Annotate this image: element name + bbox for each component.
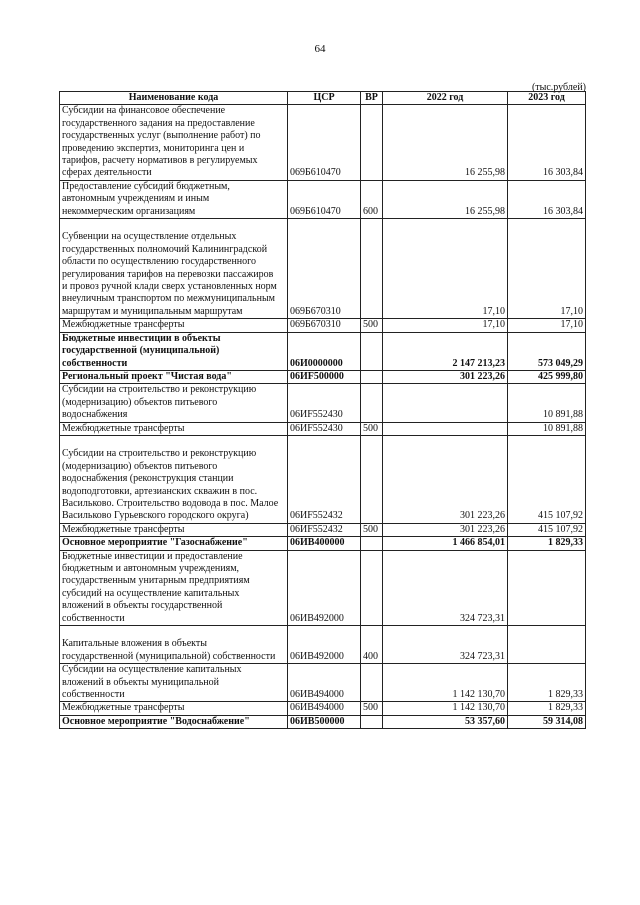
- table-row: [60, 105, 586, 180]
- row-name-cell: [60, 370, 288, 383]
- row-vr-cell: [361, 219, 383, 319]
- row-2022-cell: 16 255,98: [383, 105, 508, 180]
- row-vr-cell: [361, 370, 383, 383]
- row-csr-cell: 069Б610470: [288, 180, 361, 218]
- row-name-line: Васильково Гурьевского городского округа): [62, 510, 249, 522]
- row-name-cell: [60, 319, 288, 332]
- row-name-line: регулирования тарифов на перевозки пассажиров: [62, 268, 274, 280]
- row-name-line: Межбюджетные трансферты: [62, 422, 185, 434]
- row-name-line: [62, 626, 285, 638]
- row-csr-cell: 06ИВ492000: [288, 550, 361, 625]
- row-2023-cell: 1 829,33: [508, 537, 586, 550]
- table-row: [60, 550, 586, 625]
- row-name-cell: [60, 435, 288, 523]
- row-name-line: государственной (муниципальной): [62, 345, 220, 357]
- row-2023-cell: 1 829,33: [508, 702, 586, 715]
- row-name-cell: [60, 715, 288, 728]
- table-row: [60, 435, 586, 523]
- row-name-line: (модернизацию) объектов питьевого: [62, 396, 218, 408]
- row-2022-cell: 17,10: [383, 319, 508, 332]
- table-row: [60, 332, 586, 370]
- row-name-line: автономным учреждениям и иным: [62, 193, 210, 205]
- row-csr-cell: 06И0000000: [288, 332, 361, 370]
- row-name-cell: [60, 626, 288, 664]
- row-csr-cell: 06ИВ492000: [288, 626, 361, 664]
- row-name-line: внеуличным транспортом по межмуниципальным: [62, 293, 275, 305]
- row-name-line: [62, 436, 285, 448]
- row-name-line: собственности: [62, 357, 128, 369]
- row-2023-cell: 16 303,84: [508, 180, 586, 218]
- row-vr-cell: [361, 550, 383, 625]
- row-2022-cell: [383, 384, 508, 422]
- row-name-line: собственности: [62, 689, 125, 701]
- column-header-name: Наименование кода: [60, 92, 288, 105]
- row-2023-cell: [508, 626, 586, 664]
- row-vr-cell: 400: [361, 626, 383, 664]
- row-csr-cell: 069Б610470: [288, 105, 361, 180]
- row-2023-cell: 415 107,92: [508, 523, 586, 536]
- row-2022-cell: 1 142 130,70: [383, 664, 508, 702]
- row-name-line: области по осуществлению государственного: [62, 256, 256, 268]
- row-2022-cell: [383, 422, 508, 435]
- row-2022-cell: 1 142 130,70: [383, 702, 508, 715]
- row-name-cell: [60, 219, 288, 319]
- row-name-line: водоподготовки, артезианских скважин в пос.: [62, 485, 258, 497]
- row-vr-cell: [361, 537, 383, 550]
- row-2022-cell: 324 723,31: [383, 550, 508, 625]
- row-name-cell: [60, 550, 288, 625]
- row-csr-cell: 069Б670310: [288, 219, 361, 319]
- table-row: [60, 370, 586, 383]
- row-2022-cell: 301 223,26: [383, 523, 508, 536]
- row-name-cell: [60, 523, 288, 536]
- row-name-line: вложений в объекты государственной: [62, 600, 223, 612]
- row-name-line: Бюджетные инвестиции в объекты: [62, 332, 221, 344]
- table-row: [60, 537, 586, 550]
- row-2022-cell: 324 723,31: [383, 626, 508, 664]
- table-row: [60, 180, 586, 218]
- row-vr-cell: [361, 664, 383, 702]
- row-name-line: водоснабжения: [62, 409, 128, 421]
- row-name-line: собственности: [62, 612, 125, 624]
- row-name-line: Основное мероприятие "Водоснабжение": [62, 715, 250, 727]
- row-name-cell: [60, 332, 288, 370]
- row-vr-cell: 500: [361, 422, 383, 435]
- table-row: [60, 384, 586, 422]
- row-2023-cell: 17,10: [508, 219, 586, 319]
- row-name-cell: [60, 422, 288, 435]
- row-name-line: тарифов, расчету нормативов в регулируемых: [62, 155, 258, 167]
- row-csr-cell: 06ИF552430: [288, 422, 361, 435]
- row-vr-cell: [361, 384, 383, 422]
- row-name-line: и провоз ручной клади сверх установленных норм: [62, 281, 277, 293]
- table-body: [60, 105, 586, 729]
- row-name-cell: [60, 180, 288, 218]
- row-2022-cell: 301 223,26: [383, 435, 508, 523]
- row-name-line: государственных полномочий Калининградской: [62, 243, 268, 255]
- column-header-2022: 2022 год: [383, 92, 508, 105]
- row-name-cell: [60, 105, 288, 180]
- row-csr-cell: 069Б670310: [288, 319, 361, 332]
- row-2023-cell: 425 999,80: [508, 370, 586, 383]
- row-2023-cell: 10 891,88: [508, 422, 586, 435]
- row-name-line: государственных услуг (выполнение работ) по: [62, 130, 261, 142]
- row-vr-cell: [361, 105, 383, 180]
- row-2022-cell: 17,10: [383, 219, 508, 319]
- budget-table: [59, 91, 586, 729]
- row-name-line: субсидий на осуществление капитальных: [62, 587, 240, 599]
- row-name-line: (модернизацию) объектов питьевого: [62, 460, 218, 472]
- row-vr-cell: [361, 715, 383, 728]
- row-2023-cell: [508, 550, 586, 625]
- column-header-csr: ЦСР: [288, 92, 361, 105]
- row-vr-cell: 500: [361, 702, 383, 715]
- row-name-line: Региональный проект "Чистая вода": [62, 370, 232, 382]
- row-name-cell: [60, 384, 288, 422]
- row-2022-cell: 16 255,98: [383, 180, 508, 218]
- row-2023-cell: 59 314,08: [508, 715, 586, 728]
- row-vr-cell: [361, 435, 383, 523]
- column-header-vr: ВР: [361, 92, 383, 105]
- table-row: [60, 702, 586, 715]
- row-csr-cell: 06ИВ400000: [288, 537, 361, 550]
- row-name-line: некоммерческим организациям: [62, 205, 196, 217]
- row-vr-cell: 500: [361, 319, 383, 332]
- row-csr-cell: 06ИF552432: [288, 435, 361, 523]
- table-row: [60, 319, 586, 332]
- row-name-line: государственным унитарным предприятиям: [62, 575, 250, 587]
- row-name-line: сферах деятельности: [62, 167, 152, 179]
- row-name-line: Васильково. Строительство водовода в пос. Малое: [62, 497, 279, 509]
- row-name-line: Субсидии на строительство и реконструкцию: [62, 448, 257, 460]
- row-name-line: водоснабжения (реконструкция станции: [62, 473, 234, 485]
- row-name-line: Субсидии на финансовое обеспечение: [62, 105, 226, 117]
- table-row: [60, 664, 586, 702]
- row-2023-cell: 1 829,33: [508, 664, 586, 702]
- row-2023-cell: 17,10: [508, 319, 586, 332]
- table-row: [60, 422, 586, 435]
- table-row: [60, 715, 586, 728]
- row-2022-cell: 2 147 213,23: [383, 332, 508, 370]
- row-2023-cell: 16 303,84: [508, 105, 586, 180]
- row-name-line: Субсидии на строительство и реконструкцию: [62, 384, 257, 396]
- row-2022-cell: 301 223,26: [383, 370, 508, 383]
- row-csr-cell: 06ИВ494000: [288, 664, 361, 702]
- row-vr-cell: 500: [361, 523, 383, 536]
- row-name-cell: [60, 664, 288, 702]
- row-name-line: маршрутам и муниципальным маршрутам: [62, 305, 243, 317]
- row-name-line: Капитальные вложения в объекты: [62, 638, 207, 650]
- row-2022-cell: 53 357,60: [383, 715, 508, 728]
- row-name-line: Основное мероприятие "Газоснабжение": [62, 537, 248, 549]
- row-csr-cell: 06ИВ500000: [288, 715, 361, 728]
- row-name-line: Субсидии на осуществление капитальных: [62, 664, 242, 676]
- row-vr-cell: [361, 332, 383, 370]
- row-2023-cell: 573 049,29: [508, 332, 586, 370]
- row-name-line: [62, 219, 285, 231]
- row-name-line: государственного задания на предоставление: [62, 117, 255, 129]
- row-name-cell: [60, 537, 288, 550]
- row-name-line: бюджетным и автономным учреждениям,: [62, 563, 240, 574]
- row-csr-cell: 06ИF500000: [288, 370, 361, 383]
- row-2023-cell: 415 107,92: [508, 435, 586, 523]
- row-name-line: Межбюджетные трансферты: [62, 319, 185, 331]
- units-note: (тыс.рублей): [531, 82, 586, 93]
- row-2023-cell: 10 891,88: [508, 384, 586, 422]
- row-csr-cell: 06ИF552432: [288, 523, 361, 536]
- column-header-2023: 2023 год: [508, 92, 586, 105]
- row-name-line: Бюджетные инвестиции и предоставление: [62, 550, 243, 562]
- row-vr-cell: 600: [361, 180, 383, 218]
- row-name-line: государственной (муниципальной) собственности: [62, 650, 276, 662]
- row-name-line: проведению экспертиз, мониторинга цен и: [62, 142, 245, 154]
- table-row: [60, 219, 586, 319]
- row-name-cell: [60, 702, 288, 715]
- row-name-line: вложений в объекты муниципальной: [62, 676, 219, 688]
- row-name-line: Предоставление субсидий бюджетным,: [62, 180, 230, 192]
- row-name-line: Межбюджетные трансферты: [62, 702, 185, 714]
- table-row: [60, 523, 586, 536]
- row-csr-cell: 06ИF552430: [288, 384, 361, 422]
- table-header-row: [60, 92, 586, 105]
- table-row: [60, 626, 586, 664]
- row-2022-cell: 1 466 854,01: [383, 537, 508, 550]
- row-csr-cell: 06ИВ494000: [288, 702, 361, 715]
- row-name-line: Субвенции на осуществление отдельных: [62, 231, 237, 243]
- page-number: 64: [314, 43, 326, 55]
- row-name-line: Межбюджетные трансферты: [62, 523, 185, 535]
